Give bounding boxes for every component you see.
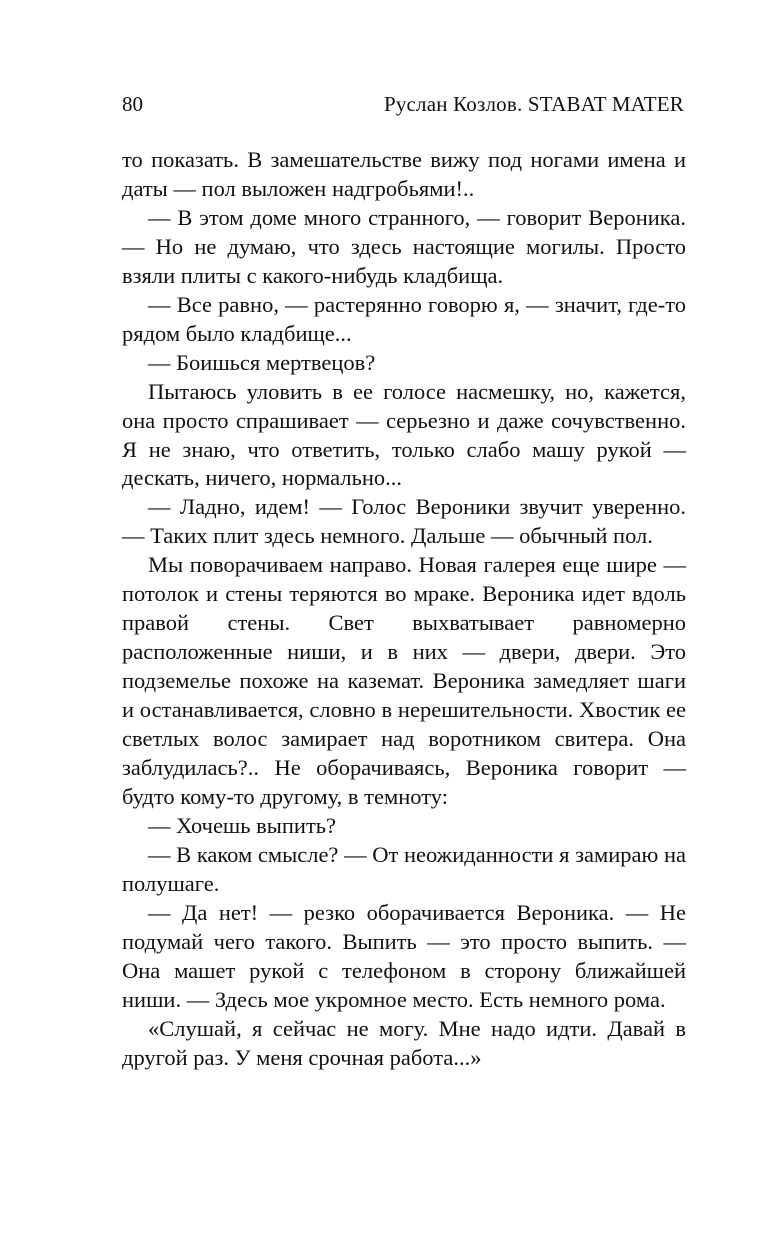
paragraph: — Боишься мертвецов? <box>148 349 376 375</box>
paragraph: Мы поворачиваем направо. Новая галерея еще шире — потолок и стены теряются во мраке. Вероника идет вдоль правой стены. Свет выхватывает равномерно расположенные ниши, и в них — двери, двери. Это подземелье похоже на каземат. Вероника замедляет шаги и останавливается, словно в нерешительности. Хвостик ее светлых волос замирает над воротником свитера. Она заблудилась?.. Не оборачиваясь, Вероника говорит — будто кому-то другому, в темноту: <box>122 552 686 809</box>
paragraph: — Хочешь выпить? <box>148 812 337 838</box>
paragraph: — В каком смысле? — От неожиданности я замираю на полушаге. <box>122 841 686 896</box>
paragraph: «Слушай, я сейчас не могу. Мне надо идти. Давай в другой раз. У меня срочная работа...» <box>122 1015 686 1070</box>
paragraph: Пытаюсь уловить в ее голосе насмешку, но, кажется, она просто спрашивает — серьезно и даже сочувственно. Я не знаю, что ответить, только слабо машу рукой — дескать, ничего, нормально... <box>122 378 686 491</box>
paragraph: — Ладно, идем! — Голос Вероники звучит уверенно. — Таких плит здесь немного. Дальше — обычный пол. <box>122 494 686 549</box>
running-head <box>122 92 684 122</box>
paragraph: — Да нет! — резко оборачивается Вероника. — Не подумай чего такого. Выпить — это просто выпить. — Она машет рукой с телефоном в сторону ближайшей ниши. — Здесь мое укромное место. Есть немного рома. <box>122 899 686 1012</box>
page-number: 80 <box>122 92 143 116</box>
paragraph: то показать. В замешательстве вижу под ногами имена и даты — пол выложен надгробьями!.. <box>122 147 686 201</box>
running-title: Руслан Козлов. STABAT MATER <box>383 92 684 116</box>
paragraph: — В этом доме много странного, — говорит Вероника. — Но не думаю, что здесь настоящие могилы. Просто взяли плиты с какого-нибудь кладбища. <box>122 204 686 288</box>
paragraph: — Все равно, — растерянно говорю я, — значит, где-то рядом было кладбище... <box>122 291 686 346</box>
body-text <box>122 146 686 1073</box>
